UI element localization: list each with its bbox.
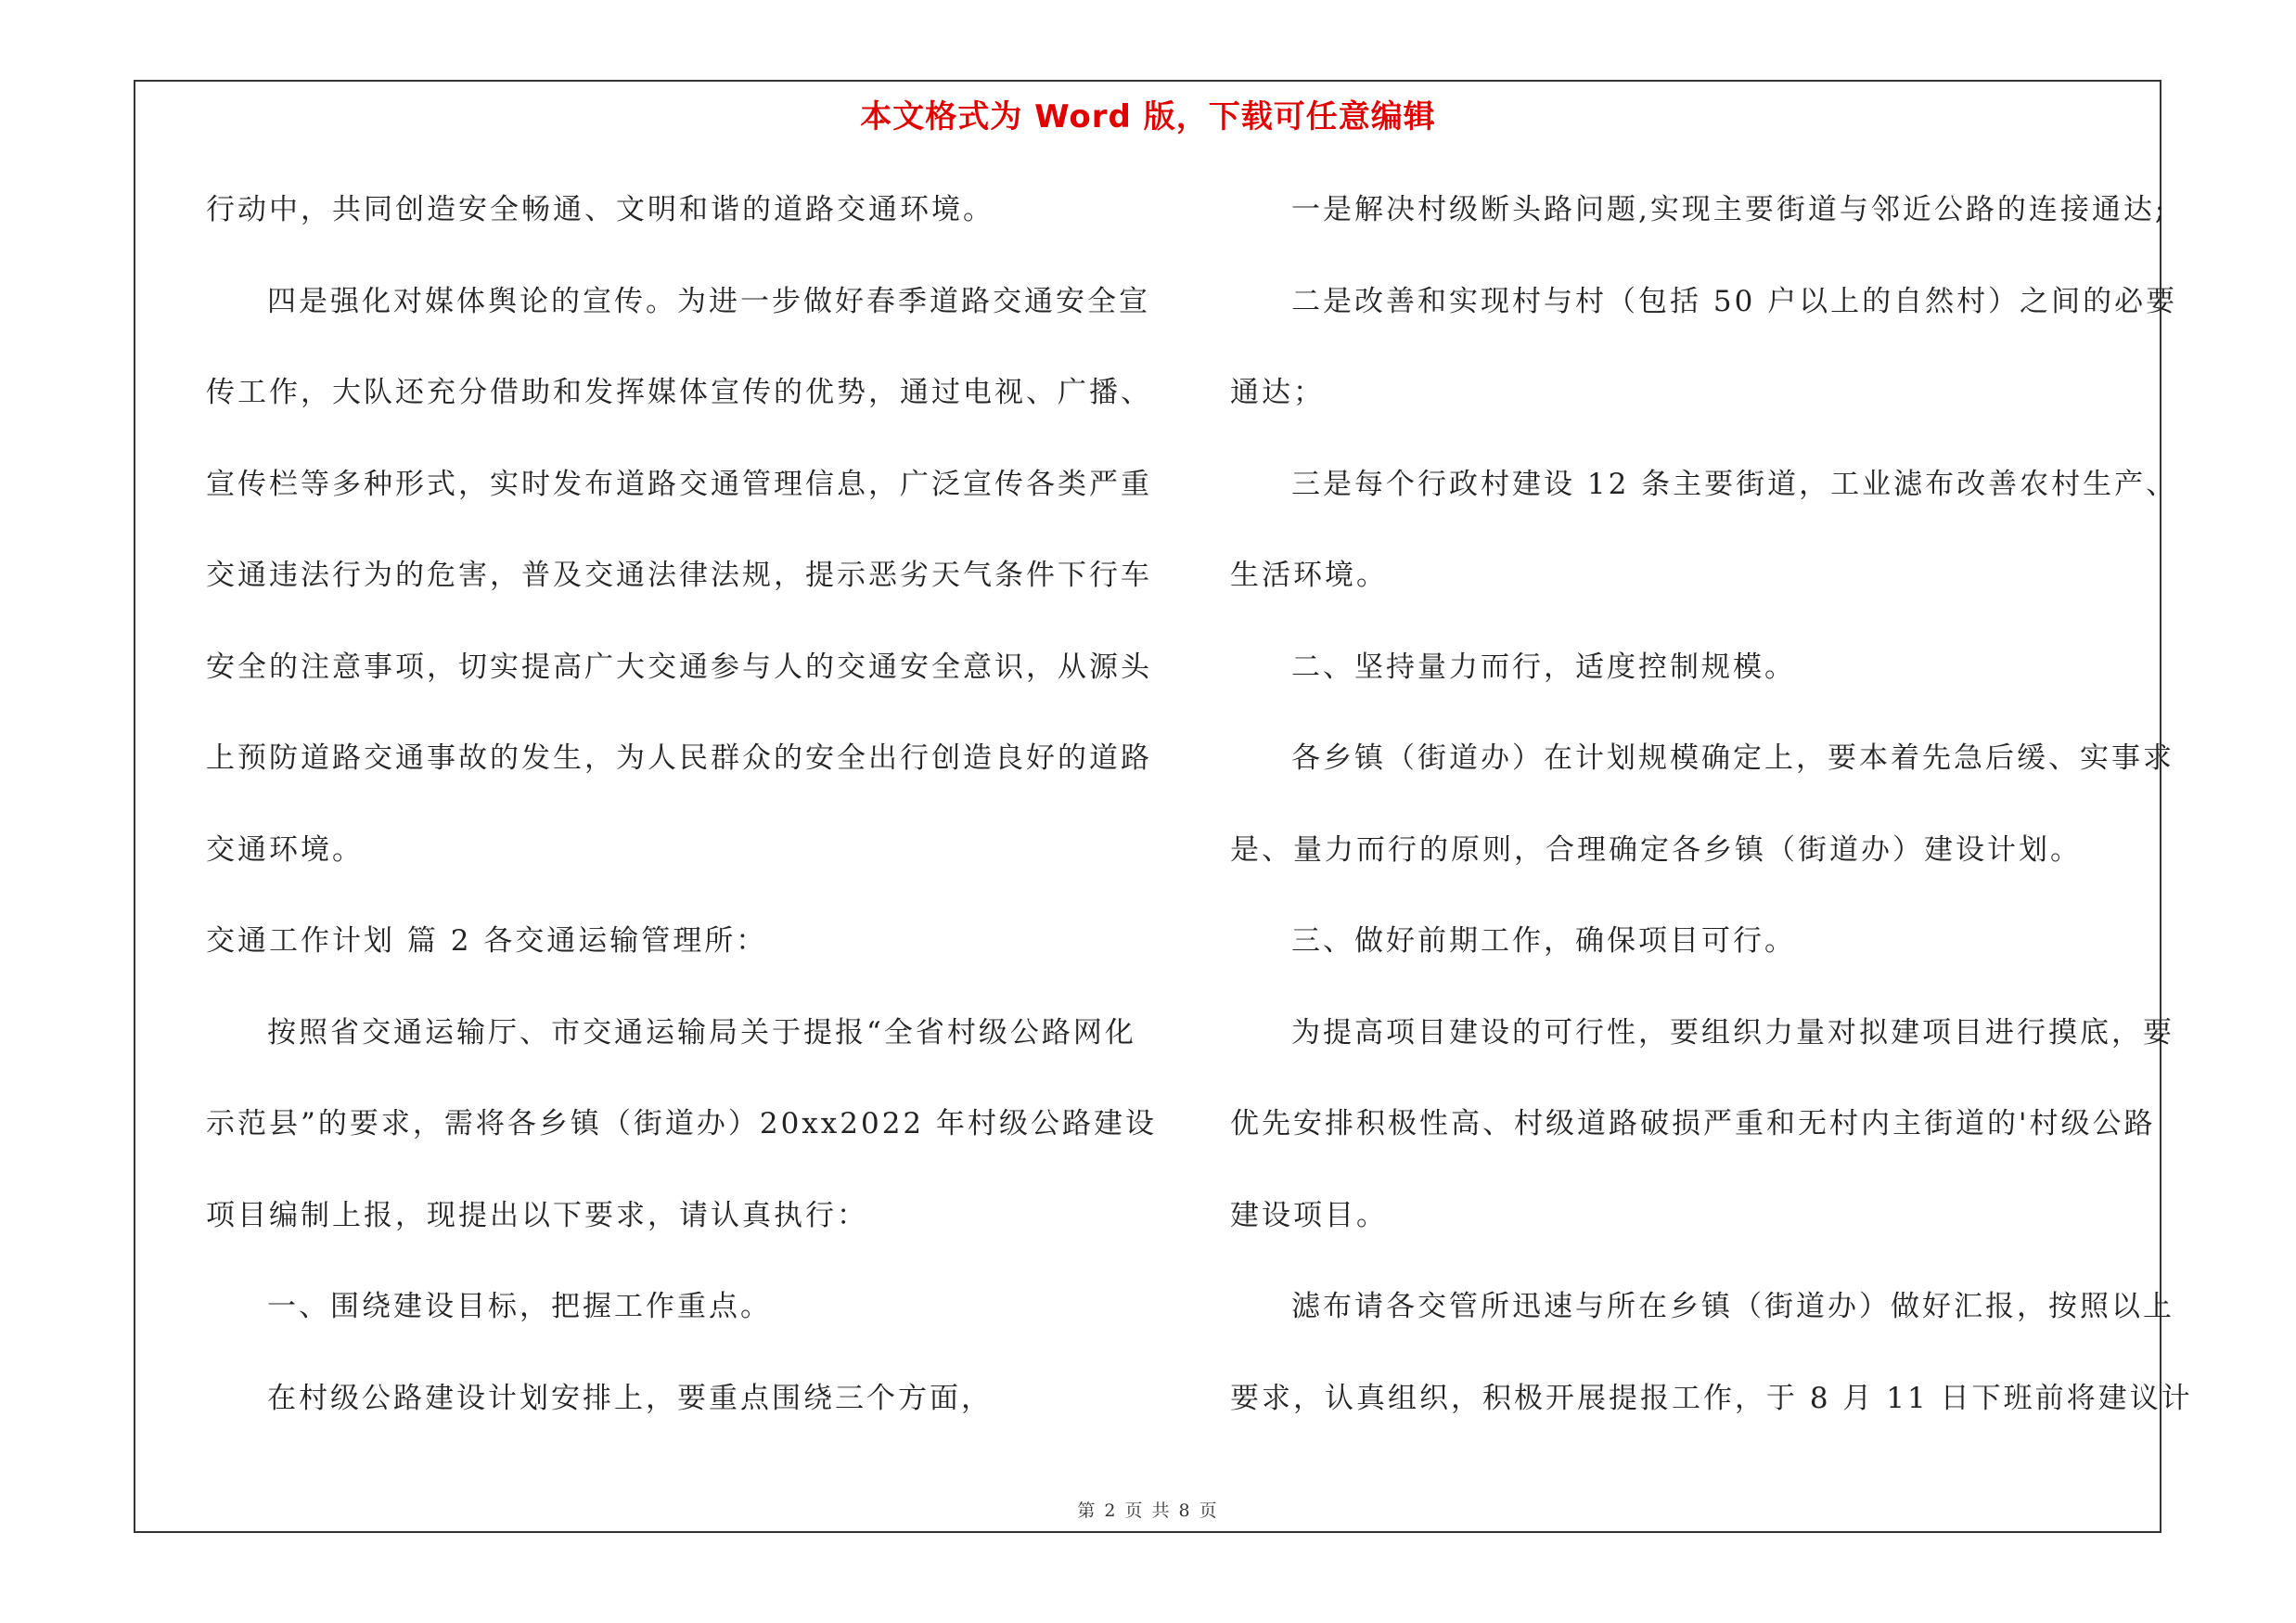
paragraph-line: 项目编制上报，现提出以下要求，请认真执行： [206,1198,868,1232]
paragraph-line: 三、做好前期工作，确保项目可行。 [1291,924,1796,958]
paragraph-line: 生活环境。 [1230,559,1388,592]
paragraph-line: 在村级公路建设计划安排上，要重点围绕三个方面， [267,1381,993,1415]
paragraph-line: 滤布请各交管所迅速与所在乡镇（街道办）做好汇报，按照以上 [1291,1290,2174,1323]
paragraph-line: 三是每个行政村建设 12 条主要街道，工业滤布改善农村生产、 [1291,467,2178,501]
paragraph-line: 二、坚持量力而行，适度控制规模。 [1291,650,1796,684]
paragraph-line: 传工作，大队还充分借助和发挥媒体宣传的优势，通过电视、广播、 [206,376,1152,409]
paragraph-line: 宣传栏等多种形式，实时发布道路交通管理信息，广泛宣传各类严重 [206,467,1152,501]
paragraph-line: 优先安排积极性高、村级道路破损严重和无村内主街道的'村级公路 [1230,1107,2156,1140]
paragraph-line: 四是强化对媒体舆论的宣传。为进一步做好春季道路交通安全宣 [267,284,1150,318]
paragraph-line: 各乡镇（街道办）在计划规模确定上，要本着先急后缓、实事求 [1291,741,2174,775]
paragraph-line: 上预防道路交通事故的发生，为人民群众的安全出行创造良好的道路 [206,741,1152,775]
paragraph-line: 为提高项目建设的可行性，要组织力量对拟建项目进行摸底，要 [1291,1015,2174,1050]
paragraph-line: 示范县”的要求，需将各乡镇（街道办）20xx2022 年村级公路建设 [206,1107,1158,1140]
left-column [206,182,1158,1462]
section-heading: 交通工作计划 篇 2 各交通运输管理所： [206,924,768,958]
paragraph-line: 交通违法行为的危害，普及交通法律法规，提示恶劣天气条件下行车 [206,559,1152,592]
paragraph-line: 行动中，共同创造安全畅通、文明和谐的道路交通环境。 [206,193,994,226]
paragraph-line: 一是解决村级断头路问题,实现主要街道与邻近公路的连接通达; [1291,193,2168,226]
right-column [1230,182,2193,1462]
paragraph-line: 建设项目。 [1230,1198,1388,1232]
paragraph-line: 通达； [1230,376,1325,409]
paragraph-line: 要求，认真组织，积极开展提报工作，于 8 月 11 日下班前将建议计 [1230,1381,2193,1415]
paragraph-line: 交通环境。 [206,832,364,867]
page-number: 第 2 页 共 8 页 [1077,1501,1219,1521]
paragraph-line: 按照省交通运输厅、市交通运输局关于提报“全省村级公路网化 [267,1015,1136,1050]
paragraph-line: 是、量力而行的原则，合理确定各乡镇（街道办）建设计划。 [1230,832,2082,867]
document-banner: 本文格式为 Word 版，下载可任意编辑 [860,98,1436,135]
paragraph-line: 二是改善和实现村与村（包括 50 户以上的自然村）之间的必要 [1291,284,2178,318]
paragraph-line: 安全的注意事项，切实提高广大交通参与人的交通安全意识，从源头 [206,650,1152,684]
paragraph-line: 一、围绕建设目标，把握工作重点。 [267,1290,772,1323]
